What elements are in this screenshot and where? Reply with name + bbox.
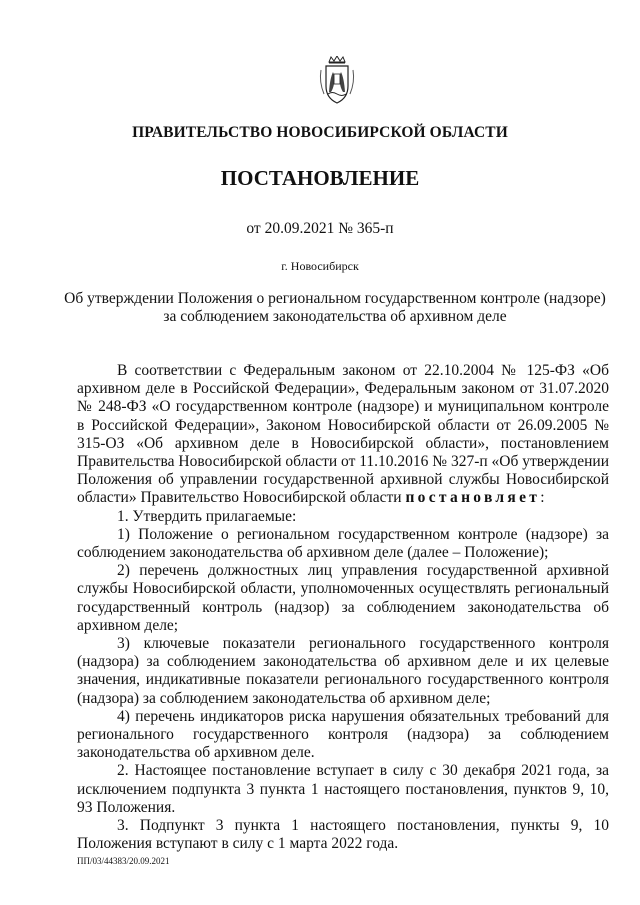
paragraph-1: 1. Утвердить прилагаемые: (117, 507, 297, 525)
city: г. Новосибирск (281, 259, 359, 273)
document-type: ПОСТАНОВЛЕНИЕ (220, 166, 420, 190)
paragraph-3: 3. Подпункт 3 пункта 1 настоящего постановления, пункты 9, 10 Положения вступают в силу с 1 марта 2022 года. (77, 817, 609, 853)
document-title (60, 290, 610, 326)
paragraph-1-item-4: 4) перечень индикаторов риска нарушения обязательных требований для регионального государственного контроля (надзора) за соблюдением законодательства об архивном деле. (77, 707, 609, 762)
organization-name: ПРАВИТЕЛЬСТВО НОВОСИБИРСКОЙ ОБЛАСТИ (132, 124, 508, 141)
paragraph-1-item-3: 3) ключевые показатели регионального государственного контроля (надзора) за соблюдением законодательства об архивном деле и их целевые значения, индикативные показатели регионального государственного контроля (надзора) за соблюдением законодательства об архивном деле; (77, 635, 609, 707)
title-line-2: за соблюдением законодательства об архивном деле (163, 308, 507, 325)
date-and-number: от 20.09.2021 № 365-п (246, 220, 394, 237)
paragraph-2: 2. Настоящее постановление вступает в силу с 30 декабря 2021 года, за исключением подпункта 3 пункта 1 настоящего постановления, пунктов 9, 10, 93 Положения. (77, 762, 609, 816)
coat-of-arms-icon (317, 56, 357, 106)
paragraph-1-item-1: 1) Положение о региональном государственном контроле (надзоре) за соблюдением законодательства об архивном деле (далее – Положение); (77, 525, 609, 562)
document-body (77, 362, 609, 853)
preamble-paragraph (77, 362, 609, 508)
document-code: ПП/03/44383/20.09.2021 (77, 856, 170, 866)
title-line-1: Об утверждении Положения о региональном государственном контроле (надзоре) (64, 290, 606, 307)
decree-colon: : (540, 489, 545, 507)
paragraph-1-item-2: 2) перечень должностных лиц управления государственной архивной службы Новосибирской области, уполномоченных осуществлять региональный государственный контроль (надзор) за соблюдением законодательства об архивном деле; (77, 562, 609, 634)
decree-word: постановляет (405, 489, 541, 507)
preamble-text: В соответствии с Федеральным законом от 22.10.2004 № 125-ФЗ «Об архивном деле в Российской Федерации», Федеральным законом от 31.07.2020 № 248-ФЗ «О государственном контроле (надзоре) и муниципальном контроле в Российской Федерации», Законом Новосибирской области от 26.09.2005 № 315-ОЗ «Об архивном деле в Новосибирской области», постановлением Правительства Новосибирской области от 11.10.2016 № 327-п «Об утверждении Положения об управлении государственной архивной службы Новосибирской области» Правительство Новосибирской области (77, 362, 609, 507)
